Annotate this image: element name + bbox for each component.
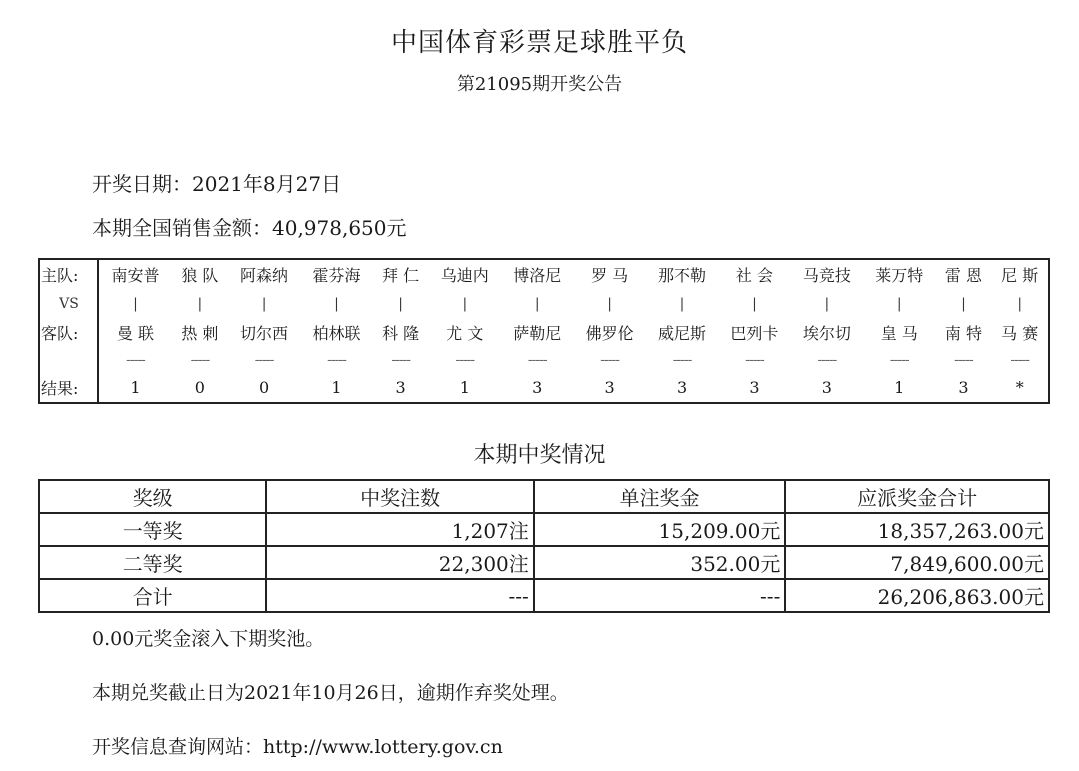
result-label: 结果: [39, 373, 98, 403]
match-result: 1 [459, 378, 470, 397]
home-team: 那不勒 [658, 266, 707, 285]
vs-mark: | [398, 295, 403, 312]
home-team: 阿森纳 [240, 266, 289, 285]
page-title: 中国体育彩票足球胜平负 [390, 28, 688, 58]
home-label: 主队: [39, 259, 98, 289]
match-result: 3 [749, 378, 760, 397]
match-result: 0 [194, 378, 205, 397]
unit-prize: 15,209.00元 [534, 513, 786, 546]
away-team: 尤 文 [446, 324, 484, 343]
match-result: 0 [258, 378, 270, 397]
separator-mark: ----- [745, 352, 764, 368]
table-row [39, 513, 1049, 546]
prize-header-row [39, 480, 1049, 513]
home-team: 博洛尼 [513, 266, 562, 285]
match-result: * [1015, 378, 1024, 397]
vs-mark: | [261, 295, 267, 312]
match-result: 1 [894, 378, 905, 397]
match-result: 3 [676, 378, 688, 397]
prize-level: 二等奖 [39, 546, 266, 579]
away-team: 热 刺 [181, 324, 219, 343]
deadline-note: 本期兑奖截止日为2021年10月26日，逾期作弃奖处理。 [92, 682, 569, 704]
winning-count: 22,300注 [266, 546, 533, 579]
total-prize: 26,206,863.00元 [785, 579, 1049, 612]
home-team: 南安普 [111, 266, 160, 285]
column-header: 中奖注数 [266, 480, 533, 513]
separator-mark: ----- [817, 352, 837, 368]
prize-heading: 本期中奖情况 [473, 443, 606, 468]
column-header: 单注奖金 [534, 480, 786, 513]
table-row [39, 546, 1049, 579]
away-team: 曼 联 [116, 324, 154, 343]
away-team: 马 赛 [1001, 324, 1039, 343]
match-table [38, 258, 1050, 404]
column-header: 应派奖金合计 [785, 480, 1049, 513]
separator-mark: ----- [327, 352, 346, 368]
vs-mark: | [133, 295, 138, 312]
separator-mark: ----- [126, 352, 145, 368]
match-result: 3 [821, 378, 832, 397]
vs-mark: | [752, 295, 757, 312]
match-result: 3 [395, 378, 406, 397]
table-row [39, 579, 1049, 612]
vs-mark: | [334, 295, 339, 312]
away-label: 客队: [39, 318, 98, 347]
vs-mark: | [607, 295, 612, 312]
issue-subtitle: 第21095期开奖公告 [456, 74, 623, 95]
prize-table [38, 479, 1050, 613]
separator-mark: ----- [527, 352, 547, 368]
prize-level: 合计 [39, 579, 266, 612]
draw-date: 开奖日期：2021年8月27日 [92, 172, 342, 196]
home-team-row [39, 259, 1049, 289]
separator-mark: ----- [254, 352, 274, 368]
home-team: 雷 恩 [944, 266, 982, 285]
away-team: 萨勒尼 [513, 324, 562, 343]
separator-mark: ----- [600, 352, 619, 368]
away-team: 埃尔切 [802, 324, 851, 343]
separator-label-cell [39, 347, 98, 373]
vs-mark: | [197, 295, 203, 312]
separator-mark: ----- [455, 352, 475, 368]
away-team: 柏林联 [312, 324, 361, 343]
column-header: 奖级 [39, 480, 266, 513]
match-result: 3 [604, 378, 615, 397]
vs-label: VS [39, 289, 98, 318]
winning-count: 1,207注 [266, 513, 533, 546]
match-result: 3 [532, 378, 543, 397]
vs-row [39, 289, 1049, 318]
away-team: 巴列卡 [730, 324, 779, 343]
match-result: 1 [130, 378, 141, 397]
unit-prize: 352.00元 [534, 546, 786, 579]
home-team: 马竞技 [802, 266, 851, 285]
total-prize: 18,357,263.00元 [785, 513, 1049, 546]
away-team: 皇 马 [880, 324, 918, 343]
away-team-row [39, 318, 1049, 347]
vs-mark: | [824, 295, 830, 312]
total-prize: 7,849,600.00元 [785, 546, 1049, 579]
match-result: 3 [958, 378, 969, 397]
winning-count: --- [266, 579, 533, 612]
home-team: 乌迪内 [440, 266, 489, 285]
separator-mark: ----- [889, 352, 909, 368]
vs-mark: | [534, 295, 540, 312]
separator-mark: ----- [672, 352, 692, 368]
separator-row [39, 347, 1049, 373]
home-team: 莱万特 [875, 266, 924, 285]
home-team: 拜 仁 [382, 266, 420, 285]
home-team: 社 会 [735, 266, 773, 285]
prize-level: 一等奖 [39, 513, 266, 546]
vs-mark: | [1017, 295, 1023, 312]
vs-mark: | [679, 295, 685, 312]
away-team: 切尔西 [240, 324, 289, 343]
vs-mark: | [462, 295, 468, 312]
vs-mark: | [896, 295, 902, 312]
rollover-note: 0.00元奖金滚入下期奖池。 [92, 628, 325, 650]
separator-mark: ----- [190, 352, 210, 368]
sales-amount: 本期全国销售金额：40,978,650元 [92, 216, 407, 240]
unit-prize: --- [534, 579, 786, 612]
match-result: 1 [331, 378, 342, 397]
website-note: 开奖信息查询网站：http://www.lottery.gov.cn [92, 736, 503, 758]
home-team: 罗 马 [591, 266, 629, 285]
separator-mark: ----- [1010, 352, 1030, 368]
away-team: 南 特 [944, 324, 982, 343]
separator-mark: ----- [391, 352, 410, 368]
result-row [39, 373, 1049, 403]
away-team: 威尼斯 [658, 324, 707, 343]
away-team: 科 隆 [382, 324, 420, 343]
home-team: 尼 斯 [1001, 266, 1039, 285]
home-team: 霍芬海 [312, 266, 361, 285]
vs-mark: | [961, 295, 966, 312]
separator-mark: ----- [954, 352, 973, 368]
away-team: 佛罗伦 [585, 324, 634, 343]
home-team: 狼 队 [181, 266, 219, 285]
